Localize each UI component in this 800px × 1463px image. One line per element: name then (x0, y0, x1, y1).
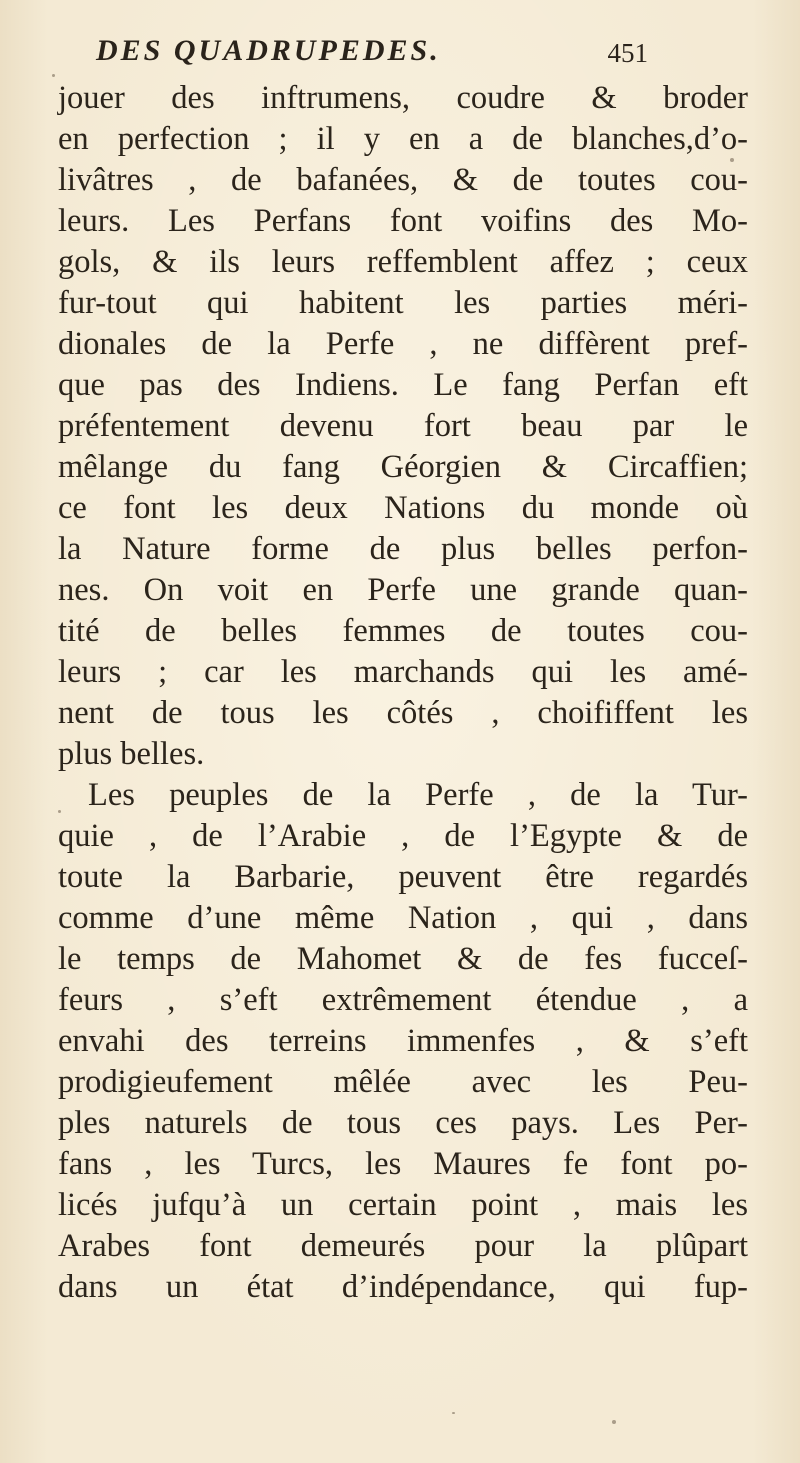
text-line: ce font les deux Nations du monde où (58, 490, 748, 526)
text-line: feurs , s’eft extrêmement étendue , a (58, 982, 748, 1018)
text-line: tité de belles femmes de toutes cou- (58, 613, 748, 649)
text-line: Arabes font demeurés pour la plûpart (58, 1228, 748, 1264)
text-line: nent de tous les côtés , choififfent les (58, 695, 748, 731)
text-line: Les peuples de la Perfe , de la Tur- (88, 777, 748, 813)
text-line: quie , de l’Arabie , de l’Egypte & de (58, 818, 748, 854)
paragraph (58, 78, 748, 775)
text-line: toute la Barbarie, peuvent être regardés (58, 859, 748, 895)
text-line: jouer des inftrumens, coudre & broder (58, 80, 748, 116)
text-line: comme d’une même Nation , qui , dans (58, 900, 748, 936)
text-line: licés jufqu’à un certain point , mais les (58, 1187, 748, 1223)
paragraph (58, 775, 748, 1308)
paper-speck (52, 74, 55, 77)
text-line: leurs. Les Perfans font voifins des Mo- (58, 203, 748, 239)
text-line: envahi des terreins immenfes , & s’eft (58, 1023, 748, 1059)
running-head-title: DES QUADRUPEDES. (96, 34, 441, 67)
text-line: le temps de Mahomet & de fes fucceſ- (58, 941, 748, 977)
text-line: dionales de la Perfe , ne diffèrent pref- (58, 326, 748, 362)
paper-speck (58, 810, 61, 813)
text-line: prodigieufement mêlée avec les Peu- (58, 1064, 748, 1100)
text-line: fur-tout qui habitent les parties méri- (58, 285, 748, 321)
page-number: 451 (607, 38, 648, 68)
body-text (58, 78, 748, 1308)
text-line: ples naturels de tous ces pays. Les Per- (58, 1105, 748, 1141)
text-line: nes. On voit en Perfe une grande quan- (58, 572, 748, 608)
text-line: la Nature forme de plus belles perfon- (58, 531, 748, 567)
text-line: en perfection ; il y en a de blanches,d’o- (58, 121, 748, 157)
text-line: fans , les Turcs, les Maures fe font po- (58, 1146, 748, 1182)
text-line: préfentement devenu fort beau par le (58, 408, 748, 444)
text-line: plus belles. (58, 736, 205, 772)
text-line: que pas des Indiens. Le fang Perfan eft (58, 367, 748, 403)
text-line: mêlange du fang Géorgien & Circaffien; (58, 449, 748, 485)
text-line: livâtres , de bafanées, & de toutes cou- (58, 162, 748, 198)
paper-speck (452, 1412, 455, 1414)
text-line: dans un état d’indépendance, qui fup- (58, 1269, 748, 1305)
paper-speck (612, 1420, 616, 1424)
running-head (96, 34, 648, 74)
text-line: leurs ; car les marchands qui les amé- (58, 654, 748, 690)
text-line: gols, & ils leurs reffemblent affez ; ceux (58, 244, 748, 280)
paper-speck (730, 158, 734, 162)
